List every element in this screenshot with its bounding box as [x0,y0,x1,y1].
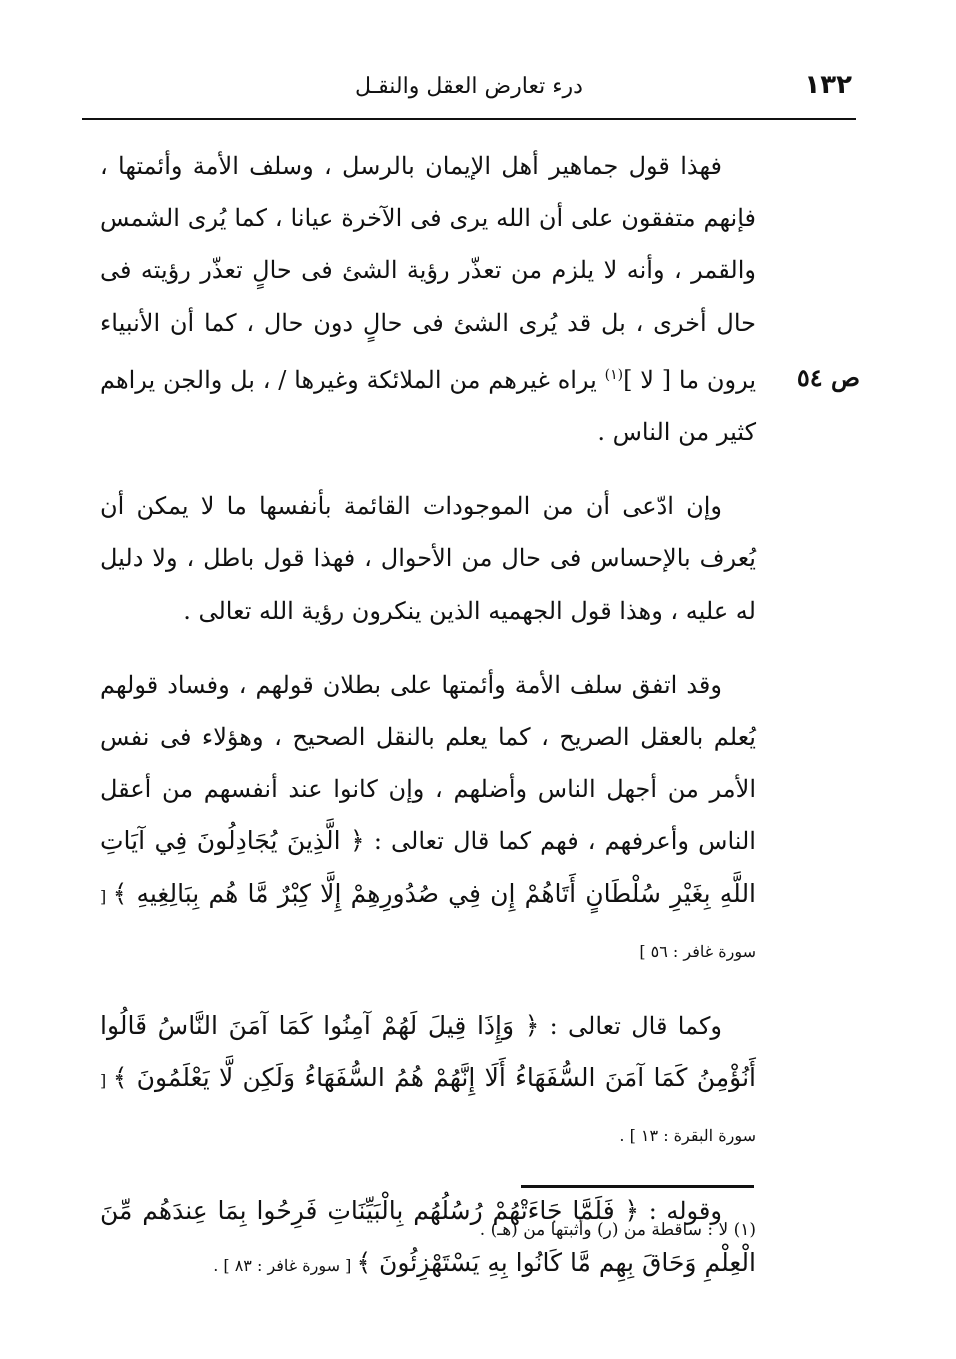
verse-reference-baqara-13: [ سورة البقرة : ١٣ ] . [100,1071,756,1146]
footnote-marker[interactable]: (١) [604,366,624,383]
paragraph-5-text: وقوله : [639,1196,722,1225]
footnote: (١) لا : ساقطة من (ر) وأثبتها من (هـ) . [479,1220,756,1240]
paragraph-1-text-a: فهذا قول جماهير أهل الإيمان بالرسل ، وسلف الأمة وأئمتها ، فإنهم متفقون على أن الله يرى فى الآخرة عيانا ، كما يُرى الشمس والقمر ، وأنه لا يلزم من تعذّر رؤية الشئ فى حالٍ تعذّر رؤيته فى حال أخرى ، بل قد يُرى الشئ فى حالٍ دون حال ، كما أن الأنبياء يرون ما [ لا ] [100,152,756,394]
paragraph-2 [100,480,756,637]
paragraph-4-text: وكما قال تعالى : [539,1012,722,1041]
header-rule [82,118,856,120]
quran-verse-ghafir-83: ﴿ فَلَمَّا جَاءَتْهُمْ رُسُلُهُم بِالْبَيِّنَاتِ فَرِحُوا بِمَا عِندَهُم مِّنَ الْعِلْمِ وَحَاقَ بِهِم مَّا كَانُوا بِهِ يَسْتَهْزِئُونَ ﴾ [100,1195,756,1277]
paragraph-4 [100,1000,756,1163]
paragraph-1-text-b: يراه غيرهم من الملائكة وغيرها / ، بل والجن يراهم كثير من الناس . [100,365,756,447]
paragraph-3-text: وقد اتفق سلف الأمة وأئمتها على بطلان قولهم ، وفساد قولهم يُعلم بالعقل الصريح ، كما يعلم بالنقل الصحيح ، وهؤلاء فى نفس الأمر من أجهل الناس وأضلهم ، وإن كانوا عند أنفسهم من أعقل الناس وأعرفهم ، فهم كما قال تعالى : [100,670,756,856]
running-title: درء تعارض العقل والنقـل [355,74,583,99]
paragraph-3 [100,659,756,978]
margin-page-reference: ص ٥٤ [796,363,860,392]
paragraph-2-text: وإن ادّعى أن من الموجودات القائمة بأنفسها ما لا يمكن أن يُعرف بالإحساس فى حال من الأحوال ، فهذا قول باطل ، ولا دليل له عليه ، وهذا قول الجهميه الذين ينكرون رؤية الله تعالى . [100,492,756,625]
paragraph-1 [100,140,756,458]
footnote-rule [521,1185,754,1188]
page-number: ١٣٢ [804,70,852,100]
page-header [82,60,856,100]
quran-verse-ghafir-56: ﴿ الَّذِينَ يُجَادِلُونَ فِي آيَاتِ اللَّهِ بِغَيْرِ سُلْطَانٍ أَتَاهُمْ إِن فِي صُدُورِهِمْ إِلَّا كِبْرٌ مَّا هُم بِبَالِغِيهِ ﴾ [100,826,757,908]
quran-verse-baqara-13: ﴿ وَإِذَا قِيلَ لَهُمْ آمِنُوا كَمَا آمَنَ النَّاسُ قَالُوا أَنُؤْمِنُ كَمَا آمَنَ السُّفَهَاءُ أَلَا إِنَّهُمْ هُمُ السُّفَهَاءُ وَلَكِن لَّا يَعْلَمُونَ ﴾ [100,1011,756,1093]
verse-reference-ghafir-56: [ سورة غافر : ٥٦ ] [100,886,756,961]
main-text [100,140,756,1292]
verse-reference-ghafir-83: [ سورة غافر : ٨٣ ] . [213,1255,357,1275]
